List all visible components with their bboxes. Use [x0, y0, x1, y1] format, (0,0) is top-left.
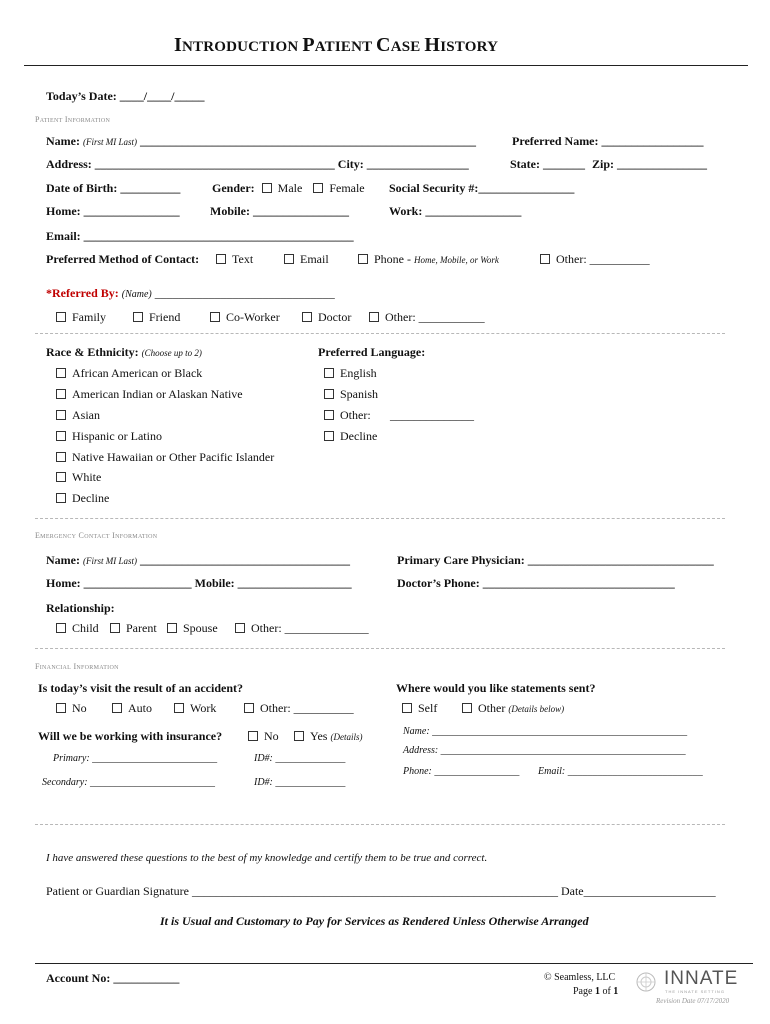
checkbox[interactable] — [462, 703, 472, 713]
insurance-question: Will we be working with insurance? — [38, 729, 223, 743]
checkbox[interactable] — [369, 312, 379, 322]
preferred-language-label: Preferred Language: — [318, 345, 426, 359]
race-option-hispanic[interactable]: Hispanic or Latino — [56, 429, 162, 444]
page-title: INTRODUCTION PATIENT CASE HISTORY — [174, 34, 499, 56]
statement-address-field[interactable]: Address: _________________________________________________ — [403, 745, 686, 756]
checkbox[interactable] — [244, 703, 254, 713]
dob-field[interactable]: Date of Birth: __________ — [46, 181, 181, 195]
checkbox[interactable] — [216, 254, 226, 264]
primary-id-field[interactable]: ID#: ______________ — [254, 753, 346, 764]
relationship-parent-option[interactable]: Parent — [110, 621, 157, 636]
zip-field[interactable]: Zip: _______________ — [592, 157, 708, 171]
contact-email-option[interactable]: Email — [284, 252, 329, 267]
primary-care-physician-field[interactable]: Primary Care Physician: _______________________________ — [397, 553, 714, 567]
emergency-name-field[interactable]: Name: (First MI Last) ___________________________________ — [46, 553, 350, 567]
checkbox[interactable] — [56, 410, 66, 420]
todays-date-field[interactable]: Today’s Date: ____/____/_____ — [46, 89, 205, 103]
checkbox[interactable] — [402, 703, 412, 713]
preferred-name-field[interactable]: Preferred Name: _________________ — [512, 134, 704, 148]
accident-question: Is today’s visit the result of an accident? — [38, 681, 243, 695]
language-other-line[interactable]: ______________ — [390, 408, 474, 422]
checkbox[interactable] — [324, 431, 334, 441]
insurance-no-option[interactable]: No — [248, 729, 279, 744]
gender-female-option[interactable]: Female — [313, 181, 364, 195]
relationship-spouse-option[interactable]: Spouse — [167, 621, 218, 636]
statements-question: Where would you like statements sent? — [396, 681, 596, 695]
statement-phone-field[interactable]: Phone: _________________ — [403, 766, 520, 777]
referral-other-option[interactable]: Other: ___________ — [369, 310, 485, 325]
secondary-id-field[interactable]: ID#: ______________ — [254, 777, 346, 788]
checkbox[interactable] — [56, 623, 66, 633]
accident-auto-option[interactable]: Auto — [112, 701, 152, 716]
race-option-pacific-islander[interactable]: Native Hawaiian or Other Pacific Islander — [56, 450, 274, 465]
statement-email-field[interactable]: Email: ___________________________ — [538, 766, 703, 777]
checkbox[interactable] — [302, 312, 312, 322]
title-rule — [24, 65, 748, 66]
mobile-phone-field[interactable]: Mobile: ________________ — [210, 204, 349, 218]
checkbox[interactable] — [56, 452, 66, 462]
work-phone-field[interactable]: Work: ________________ — [389, 204, 522, 218]
checkbox[interactable] — [56, 312, 66, 322]
referred-by-field[interactable]: *Referred By: (Name) ______________________________ — [46, 286, 335, 300]
statement-other-option[interactable]: Other (Details below) — [462, 701, 564, 716]
relationship-other-option[interactable]: Other: ______________ — [235, 621, 369, 636]
checkbox[interactable] — [294, 731, 304, 741]
divider — [35, 648, 725, 649]
ssn-field[interactable]: Social Security #:________________ — [389, 181, 575, 195]
checkbox[interactable] — [110, 623, 120, 633]
signature-date-field[interactable]: Patient or Guardian Signature _____________________________________________________________ Date______________________ — [46, 884, 716, 898]
state-field[interactable]: State: _______ — [510, 157, 585, 171]
checkbox[interactable] — [56, 431, 66, 441]
emergency-home-mobile-field[interactable]: Home: __________________ Mobile: ___________________ — [46, 576, 352, 590]
relationship-label: Relationship: — [46, 601, 115, 615]
preferred-contact-label: Preferred Method of Contact: — [46, 252, 200, 266]
referral-family-option[interactable]: Family — [56, 310, 106, 325]
checkbox[interactable] — [284, 254, 294, 264]
copyright-text: © Seamless, LLC — [544, 972, 616, 983]
insurance-yes-option[interactable]: Yes (Details) — [294, 729, 362, 744]
referral-doctor-option[interactable]: Doctor — [302, 310, 351, 325]
language-option-english[interactable]: English — [324, 366, 377, 381]
checkbox[interactable] — [358, 254, 368, 264]
gender-male-option[interactable]: Male — [262, 181, 303, 195]
logo-tagline: THE INNATE SETTING — [665, 989, 725, 994]
section-patient-info: Patient Information — [35, 115, 111, 124]
footer-rule — [35, 963, 753, 964]
logo-wordmark: INNATE — [664, 968, 739, 989]
language-option-decline[interactable]: Decline — [324, 429, 377, 444]
checkbox[interactable] — [56, 389, 66, 399]
checkbox[interactable] — [262, 183, 272, 193]
checkbox[interactable] — [56, 703, 66, 713]
revision-date: Revision Date 07/17/2020 — [656, 997, 730, 1005]
home-phone-field[interactable]: Home: ________________ — [46, 204, 180, 218]
race-option-white[interactable]: White — [56, 470, 101, 485]
checkbox[interactable] — [313, 183, 323, 193]
checkbox[interactable] — [174, 703, 184, 713]
race-option-asian[interactable]: Asian — [56, 408, 100, 423]
divider — [35, 518, 725, 519]
primary-insurance-field[interactable]: Primary: _________________________ — [53, 753, 218, 764]
checkbox[interactable] — [112, 703, 122, 713]
checkbox[interactable] — [56, 493, 66, 503]
statement-name-field[interactable]: Name: ___________________________________________________ — [403, 726, 688, 737]
payment-policy-text: It is Usual and Customary to Pay for Services as Rendered Unless Otherwise Arranged — [160, 914, 589, 928]
checkbox[interactable] — [56, 472, 66, 482]
account-number-field[interactable]: Account No: ___________ — [46, 971, 180, 985]
language-option-spanish[interactable]: Spanish — [324, 387, 378, 402]
checkbox[interactable] — [167, 623, 177, 633]
accident-work-option[interactable]: Work — [174, 701, 216, 716]
language-option-other[interactable]: Other: — [324, 408, 371, 423]
accident-no-option[interactable]: No — [56, 701, 87, 716]
referral-coworker-option[interactable]: Co-Worker — [210, 310, 280, 325]
contact-text-option[interactable]: Text — [216, 252, 253, 267]
secondary-insurance-field[interactable]: Secondary: _________________________ — [42, 777, 216, 788]
email-field[interactable]: Email: _____________________________________________ — [46, 229, 354, 243]
checkbox[interactable] — [56, 368, 66, 378]
checkbox[interactable] — [248, 731, 258, 741]
race-ethnicity-label: Race & Ethnicity: (Choose up to 2) — [46, 345, 202, 359]
checkbox[interactable] — [133, 312, 143, 322]
contact-other-option[interactable]: Other: __________ — [540, 252, 650, 267]
relationship-child-option[interactable]: Child — [56, 621, 99, 636]
divider — [35, 824, 725, 825]
attestation-text: I have answered these questions to the best of my knowledge and certify them to be true and correct. — [46, 852, 488, 864]
race-option-african-american[interactable]: African American or Black — [56, 366, 202, 381]
checkbox[interactable] — [324, 389, 334, 399]
accident-other-option[interactable]: Other: __________ — [244, 701, 354, 716]
checkbox[interactable] — [324, 410, 334, 420]
doctor-phone-field[interactable]: Doctor’s Phone: ________________________________ — [397, 576, 675, 590]
checkbox[interactable] — [324, 368, 334, 378]
checkbox[interactable] — [235, 623, 245, 633]
section-emergency-contact: Emergency Contact Information — [35, 531, 158, 540]
race-option-decline[interactable]: Decline — [56, 491, 109, 506]
checkbox[interactable] — [540, 254, 550, 264]
checkbox[interactable] — [210, 312, 220, 322]
logo-mark-icon — [634, 970, 658, 994]
address-city-field[interactable]: Address: ________________________________________ City: _________________ — [46, 157, 469, 171]
page-number: Page 1 of 1 — [573, 986, 619, 997]
contact-phone-option[interactable]: Phone - Home, Mobile, or Work — [358, 252, 499, 267]
divider — [35, 333, 725, 334]
race-option-american-indian[interactable]: American Indian or Alaskan Native — [56, 387, 243, 402]
gender-field: Gender: Male Female — [212, 181, 365, 195]
statement-self-option[interactable]: Self — [402, 701, 437, 716]
section-financial-info: Financial Information — [35, 662, 119, 671]
referral-friend-option[interactable]: Friend — [133, 310, 180, 325]
patient-name-field[interactable]: Name: (First MI Last) ________________________________________________________ — [46, 134, 476, 148]
